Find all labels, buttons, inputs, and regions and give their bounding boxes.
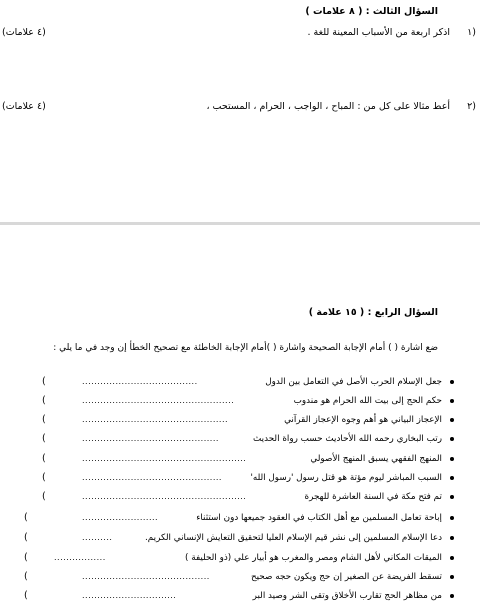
answer-paren: ( bbox=[42, 376, 46, 387]
answer-blank: ...................................................... bbox=[82, 454, 247, 463]
answer-blank: .............................................. bbox=[82, 473, 222, 482]
statement-text: إباحة تعامل المسلمين مع أهل الكتاب في العقود جميعها دون استثناء bbox=[196, 513, 442, 523]
statement-row bbox=[24, 490, 454, 504]
q3-item-2-marks: (٤ علامات) bbox=[2, 101, 46, 112]
answer-blank: ...................................... bbox=[82, 377, 198, 386]
q3-heading: السؤال الثالث : ( ٨ علامات ) bbox=[305, 6, 438, 17]
bullet-icon bbox=[450, 380, 454, 384]
statement-row bbox=[24, 589, 454, 603]
statement-row bbox=[24, 432, 454, 446]
answer-paren: ( bbox=[24, 590, 28, 601]
answer-paren: ( bbox=[24, 571, 28, 582]
statement-text: حكم الحج إلى بيت الله الحرام هو مندوب bbox=[293, 396, 442, 406]
statement-text: جعل الإسلام الحرب الأصل في التعامل بين الدول bbox=[265, 377, 442, 387]
answer-paren: ( bbox=[42, 414, 46, 425]
statement-text: تسقط الفريضة عن الصغير إن حج ويكون حجه صحيح bbox=[250, 572, 442, 582]
bullet-icon bbox=[450, 437, 454, 441]
statement-row bbox=[24, 413, 454, 427]
statement-text: رتب البخاري رحمه الله الأحاديث حسب رواة الحديث bbox=[253, 434, 442, 444]
statement-row bbox=[24, 394, 454, 408]
answer-paren: ( bbox=[42, 472, 46, 483]
answer-blank: ...................................................... bbox=[82, 492, 247, 501]
bullet-icon bbox=[450, 418, 454, 422]
bullet-icon bbox=[450, 457, 454, 461]
statement-text: من مظاهر الحج تقارب الأخلاق وتقى الشر وصيد البر bbox=[252, 591, 442, 601]
statement-text: تم فتح مكة في السنة العاشرة للهجرة bbox=[304, 492, 442, 502]
q3-item-1-number: ١) bbox=[467, 27, 476, 38]
statement-row bbox=[24, 375, 454, 389]
page-break bbox=[0, 222, 480, 225]
answer-paren: ( bbox=[42, 491, 46, 502]
answer-blank: ............................... bbox=[82, 591, 177, 600]
answer-paren: ( bbox=[42, 433, 46, 444]
statement-text: دعا الإسلام المسلمين إلى نشر قيم الإسلام العليا لتحقيق التعايش الإنساني الكريم. bbox=[145, 533, 442, 543]
q3-item-1-marks: (٤ علامات) bbox=[2, 27, 46, 38]
answer-blank: ................................................ bbox=[82, 415, 229, 424]
q3-item-2-text: أعط مثالا على كل من : المباح ، الواجب ، الحرام ، المستحب ، bbox=[206, 101, 450, 112]
bullet-icon bbox=[450, 575, 454, 579]
statement-row bbox=[24, 531, 454, 545]
bullet-icon bbox=[450, 399, 454, 403]
answer-blank: .......... bbox=[82, 533, 113, 542]
statement-text: الإعجاز البياني هو أهم وجوه الإعجاز القرآني bbox=[284, 415, 442, 425]
bullet-icon bbox=[450, 594, 454, 598]
bullet-icon bbox=[450, 476, 454, 480]
statement-text: المنهج الفقهي يسبق المنهج الأصولي bbox=[310, 454, 442, 464]
answer-blank: .......................................... bbox=[82, 572, 210, 581]
answer-paren: ( bbox=[42, 453, 46, 464]
statement-row bbox=[24, 570, 454, 584]
statement-row bbox=[24, 511, 454, 525]
statement-row bbox=[24, 452, 454, 466]
answer-paren: ( bbox=[24, 552, 28, 563]
statement-text: الميقات المكاني لأهل الشام ومصر والمغرب هو أبيار علي (ذو الحليفة ) bbox=[185, 553, 442, 563]
bullet-icon bbox=[450, 516, 454, 520]
answer-paren: ( bbox=[24, 512, 28, 523]
answer-blank: ......................... bbox=[82, 513, 159, 522]
answer-paren: ( bbox=[42, 395, 46, 406]
bullet-icon bbox=[450, 536, 454, 540]
bullet-icon bbox=[450, 556, 454, 560]
statement-row bbox=[24, 471, 454, 485]
answer-blank: ................. bbox=[54, 553, 106, 562]
q3-item-1-text: اذكر اربعة من الأسباب المعينة للغة . bbox=[307, 27, 450, 38]
answer-paren: ( bbox=[24, 532, 28, 543]
answer-blank: .................................................. bbox=[82, 396, 235, 405]
q3-item-2-number: ٢) bbox=[467, 101, 476, 112]
statement-text: السبب المباشر ليوم مؤتة هو قتل رسول 'رسول الله' bbox=[250, 473, 442, 483]
answer-blank: ............................................. bbox=[82, 434, 219, 443]
statement-row bbox=[24, 551, 454, 565]
bullet-icon bbox=[450, 495, 454, 499]
q4-instruction: ضع اشارة ( ) أمام الإجابة الصحيحة واشارة ( )أمام الإجابة الخاطئة مع تصحيح الخطأ إن وجد في ما يلي : bbox=[53, 343, 438, 353]
q4-heading: السؤال الرابع : ( ١٥ علامة ) bbox=[308, 307, 438, 318]
